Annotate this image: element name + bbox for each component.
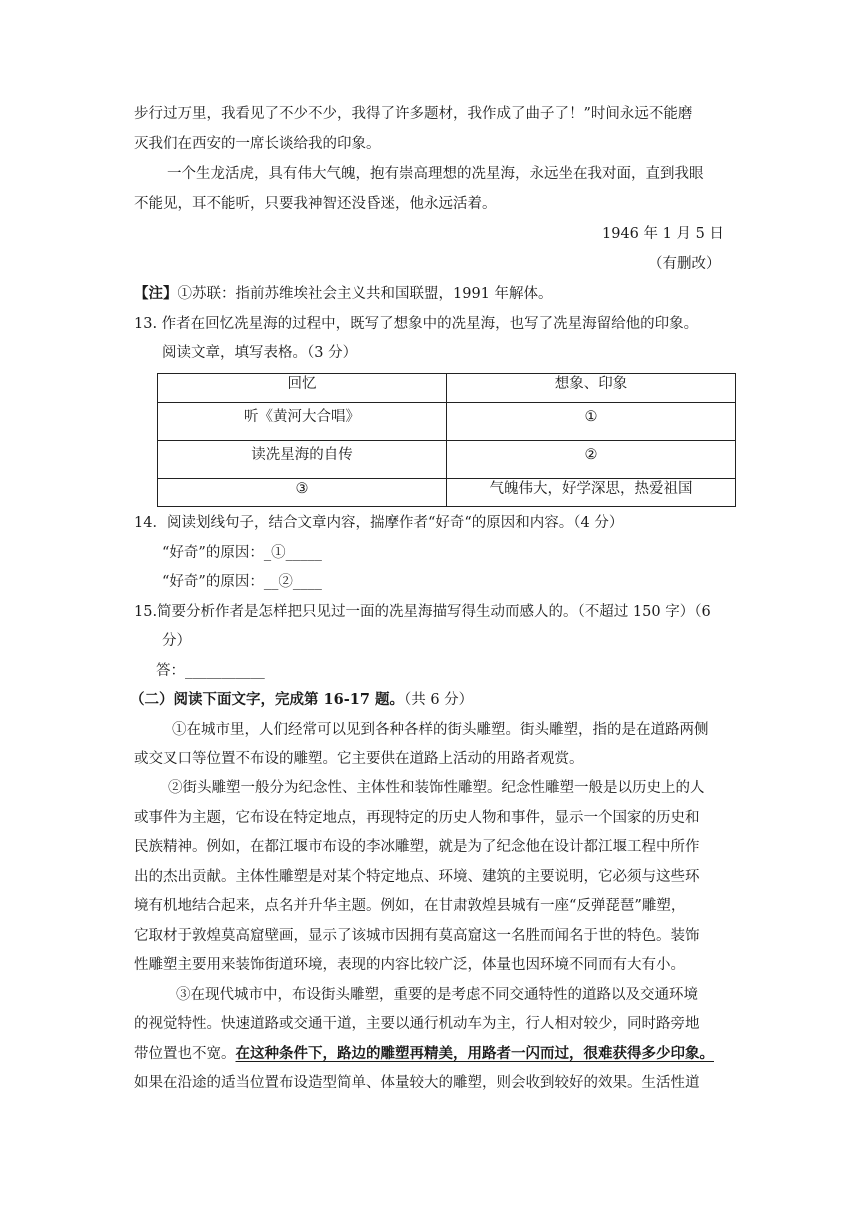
answer-table — [157, 373, 736, 507]
text-line — [134, 1044, 714, 1064]
text-line: 步行过万里，我看见了不少不少，我得了许多题材，我作成了曲子了！”时间永远不能磨 — [134, 106, 693, 122]
text-line: ①在城市里，人们经常可以见到各种各样的街头雕塑。街头雕塑，指的是在道路两侧 — [172, 722, 709, 738]
underlined-sentence: 在这种条件下，路边的雕塑再精美，用路者一闪而过，很难获得多少印象。 — [235, 1045, 714, 1062]
table-row — [158, 479, 736, 507]
text-line: 一个生龙活虎，具有伟大气魄，抱有崇高理想的冼星海，永远坐在我对面，直到我眼 — [167, 166, 704, 182]
table-cell: 气魄伟大，好学深思，热爱祖国 — [447, 479, 736, 507]
text-line: 性雕塑主要用来装饰街道环境，表现的内容比较广泛，体量也因环境不同而有大有小。 — [134, 957, 685, 973]
footnote-mark: 【注】 — [134, 285, 178, 302]
table-cell-blank-2[interactable]: ② — [447, 441, 736, 479]
table-cell: 听《黄河大合唱》 — [158, 403, 447, 441]
text-line: 或事件为主题，它布设在特定地点，再现特定的历史人物和事件，显示一个国家的历史和 — [134, 810, 700, 826]
text-line: 的视觉特性。快速道路或交通干道，主要以通行机动车为主，行人相对较少，同时路旁地 — [134, 1016, 700, 1032]
text-line: 民族精神。例如，在都江堰市布设的李冰雕塑，就是为了纪念他在设计都江堰工程中所作 — [134, 839, 700, 855]
footnote-text: ①苏联：指前苏维埃社会主义共和国联盟，1991 年解体。 — [177, 286, 553, 302]
question-text: 14．阅读划线句子，结合文章内容，揣摩作者“好奇“的原因和内容。（4 分） — [134, 515, 624, 531]
section-heading — [130, 690, 473, 710]
table-cell-blank-1[interactable]: ① — [447, 403, 736, 441]
text-line: 或交叉口等位置不布设的雕塑。它主要供在道路上活动的用路者观赏。 — [134, 751, 584, 767]
text-line: 不能见，耳不能听，只要我神智还没昏迷，他永远活着。 — [134, 196, 497, 212]
question-text: 15.简要分析作者是怎样把只见过一面的冼星海描写得生动而感人的。（不超过 150 字）（6 — [134, 604, 711, 620]
text-segment: 带位置也不宽。 — [134, 1046, 236, 1062]
text-line: 灭我们在西安的一席长谈给我的印象。 — [134, 136, 381, 152]
text-line: 它取材于敦煌莫高窟壁画，显示了该城市因拥有莫高窟这一名胜而闻名于世的特色。装饰 — [134, 928, 700, 944]
text-line: 出的杰出贡献。主体性雕塑是对某个特定地点、环境、建筑的主要说明，它必须与这些环 — [134, 869, 700, 885]
table-header-cell: 回忆 — [158, 374, 447, 403]
table-row — [158, 441, 736, 479]
table-cell: 读冼星海的自传 — [158, 441, 447, 479]
question-text: 阅读文章，填写表格。（3 分） — [162, 345, 358, 361]
table-cell-blank-3[interactable]: ③ — [158, 479, 447, 507]
table-header-row — [158, 374, 736, 403]
answer-blank-2[interactable]: “好奇”的原因：__②____ — [162, 574, 322, 590]
text-line: ②街头雕塑一般分为纪念性、主体性和装饰性雕塑。纪念性雕塑一般是以历史上的人 — [168, 780, 705, 796]
edited-note: （有删改） — [648, 256, 721, 272]
text-line: 如果在沿途的适当位置布设造型简单、体量较大的雕塑，则会收到较好的效果。生活性道 — [134, 1075, 700, 1091]
answer-line[interactable]: 答：___________ — [156, 663, 265, 679]
text-line: ③在现代城市中，布设街头雕塑，重要的是考虑不同交通特性的道路以及交通环境 — [176, 987, 698, 1003]
article-date: 1946 年 1 月 5 日 — [602, 226, 724, 242]
question-text: 分） — [162, 633, 191, 649]
section-score: （共 6 分） — [403, 692, 474, 708]
footnote — [134, 284, 553, 304]
answer-blank-1[interactable]: “好奇”的原因：_①_____ — [162, 545, 322, 561]
table-row — [158, 403, 736, 441]
question-text: 13. 作者在回忆冼星海的过程中，既写了想象中的冼星海，也写了冼星海留给他的印象。 — [134, 316, 699, 332]
text-line: 境有机地结合起来，点名并升华主题。例如，在甘肃敦煌县城有一座“反弹琵琶”雕塑， — [134, 898, 686, 914]
table-header-cell: 想象、印象 — [447, 374, 736, 403]
section-title: （二）阅读下面文字，完成第 16-17 题。 — [130, 691, 404, 708]
